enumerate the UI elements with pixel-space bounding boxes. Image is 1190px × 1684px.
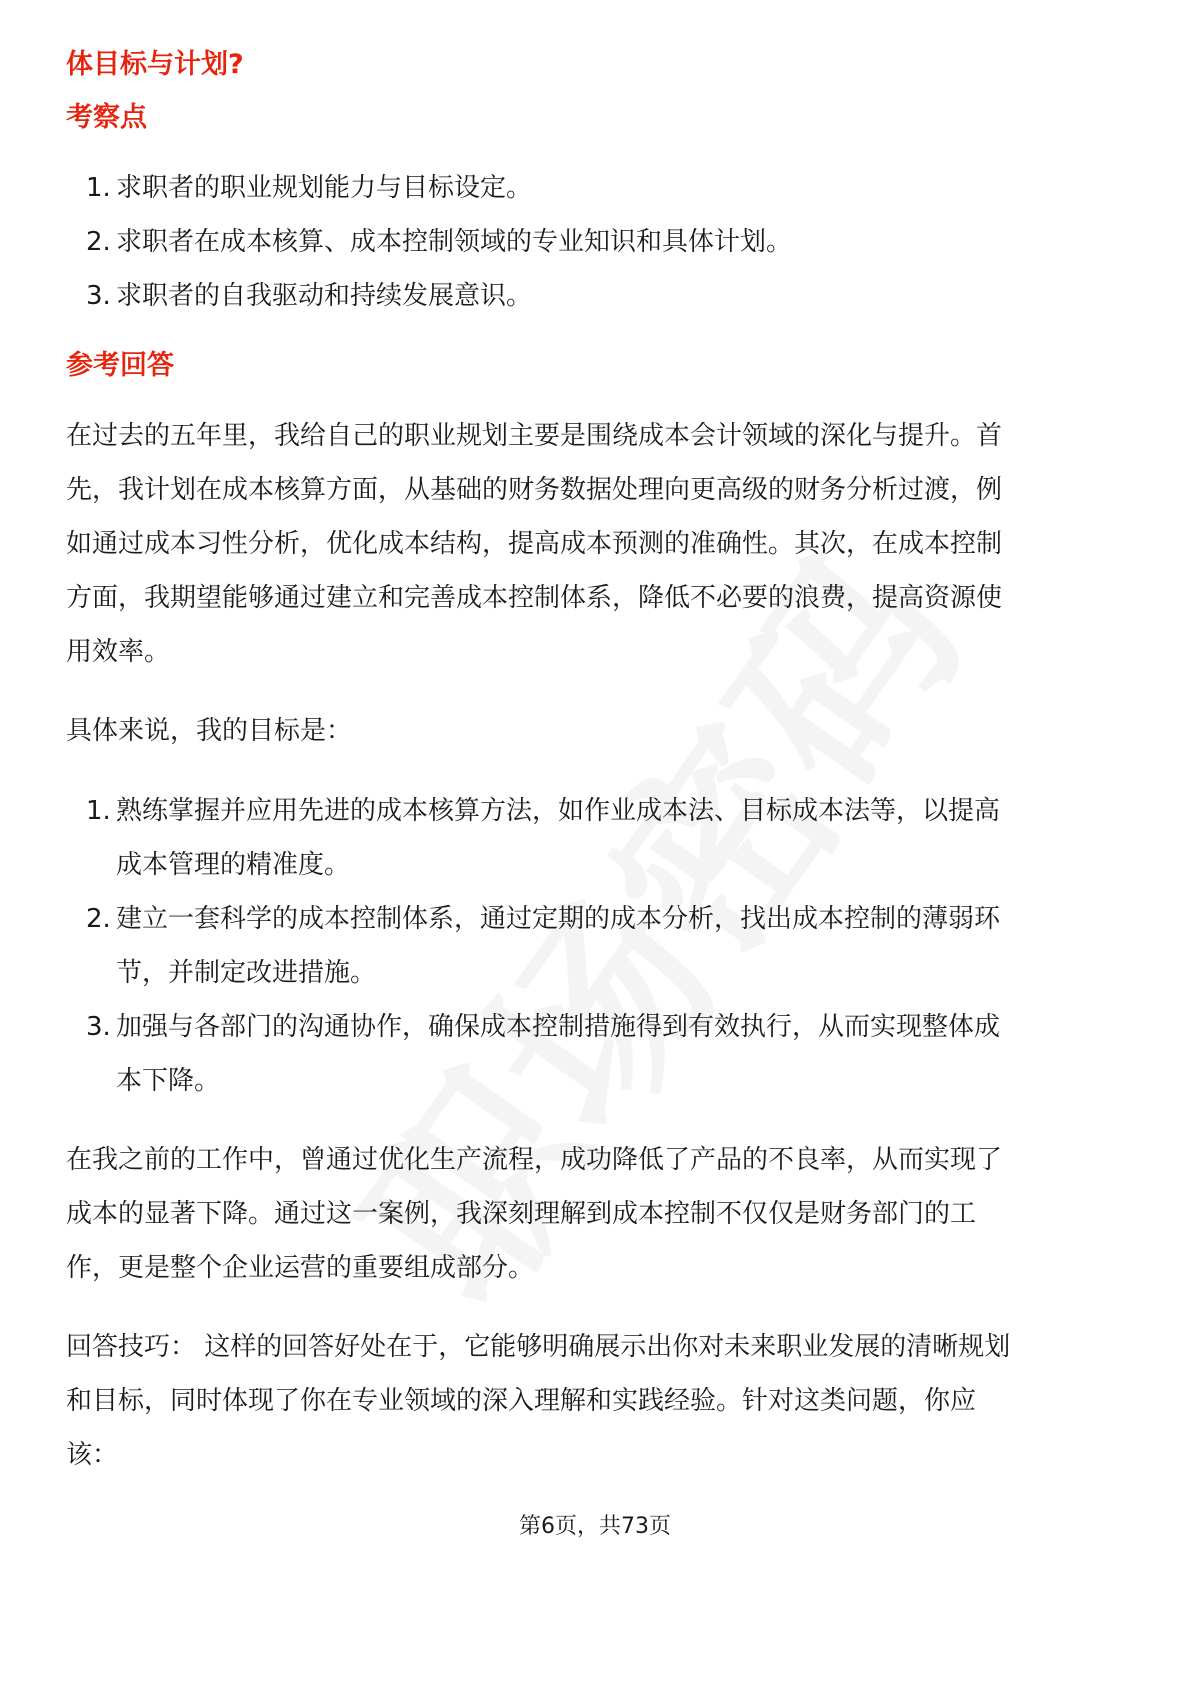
list-item-text: 成本管理的精准度。 xyxy=(116,850,351,880)
list-item-text: 建立一套科学的成本控制体系，通过定期的成本分析，找出成本控制的薄弱环 xyxy=(116,904,1001,934)
paragraph-line: 在过去的五年里，我给自己的职业规划主要是围绕成本会计领域的深化与提升。首 xyxy=(66,421,1003,451)
paragraph-line: 用效率。 xyxy=(66,637,171,667)
list-item-text: 求职者在成本核算、成本控制领域的专业知识和具体计划。 xyxy=(116,227,793,257)
reference-answer-heading: 参考回答 xyxy=(66,350,174,381)
paragraph-line: 该： xyxy=(66,1440,119,1470)
list-item-number: 3. xyxy=(86,1012,111,1042)
list-item-text: 加强与各部门的沟通协作，确保成本控制措施得到有效执行，从而实现整体成 xyxy=(116,1012,1001,1042)
exam-points-heading: 考察点 xyxy=(66,102,147,133)
list-item-text: 节，并制定改进措施。 xyxy=(116,958,377,988)
paragraph-line: 如通过成本习性分析，优化成本结构，提高成本预测的准确性。其次，在成本控制 xyxy=(66,529,1003,559)
paragraph-line: 作，更是整个企业运营的重要组成部分。 xyxy=(66,1253,535,1283)
page-footer: 第6页，共73页 xyxy=(519,1514,671,1539)
list-item-number: 3. xyxy=(86,281,111,311)
list-item-text: 本下降。 xyxy=(116,1066,221,1096)
paragraph-line: 先，我计划在成本核算方面，从基础的财务数据处理向更高级的财务分析过渡，例 xyxy=(66,475,1003,505)
paragraph-line: 成本的显著下降。通过这一案例，我深刻理解到成本控制不仅仅是财务部门的工 xyxy=(66,1199,977,1229)
paragraph-line: 和目标，同时体现了你在专业领域的深入理解和实践经验。针对这类问题，你应 xyxy=(66,1386,977,1416)
list-item-text: 求职者的自我驱动和持续发展意识。 xyxy=(116,281,533,311)
list-item-text: 求职者的职业规划能力与目标设定。 xyxy=(116,173,533,203)
list-item-number: 1. xyxy=(86,173,111,203)
list-item-number: 2. xyxy=(86,227,111,257)
list-item-number: 1. xyxy=(86,796,111,826)
list-item-number: 2. xyxy=(86,904,111,934)
list-item-text: 熟练掌握并应用先进的成本核算方法，如作业成本法、目标成本法等，以提高 xyxy=(116,796,1001,826)
paragraph-line: 方面，我期望能够通过建立和完善成本控制体系，降低不必要的浪费，提高资源使 xyxy=(66,583,1003,613)
paragraph-line: 在我之前的工作中，曾通过优化生产流程，成功降低了产品的不良率，从而实现了 xyxy=(66,1145,1003,1175)
section-title: 体目标与计划? xyxy=(66,49,244,80)
goals-intro: 具体来说，我的目标是： xyxy=(66,716,353,746)
paragraph-line: 回答技巧： 这样的回答好处在于，它能够明确展示出你对未来职业发展的清晰规划 xyxy=(66,1332,1011,1362)
